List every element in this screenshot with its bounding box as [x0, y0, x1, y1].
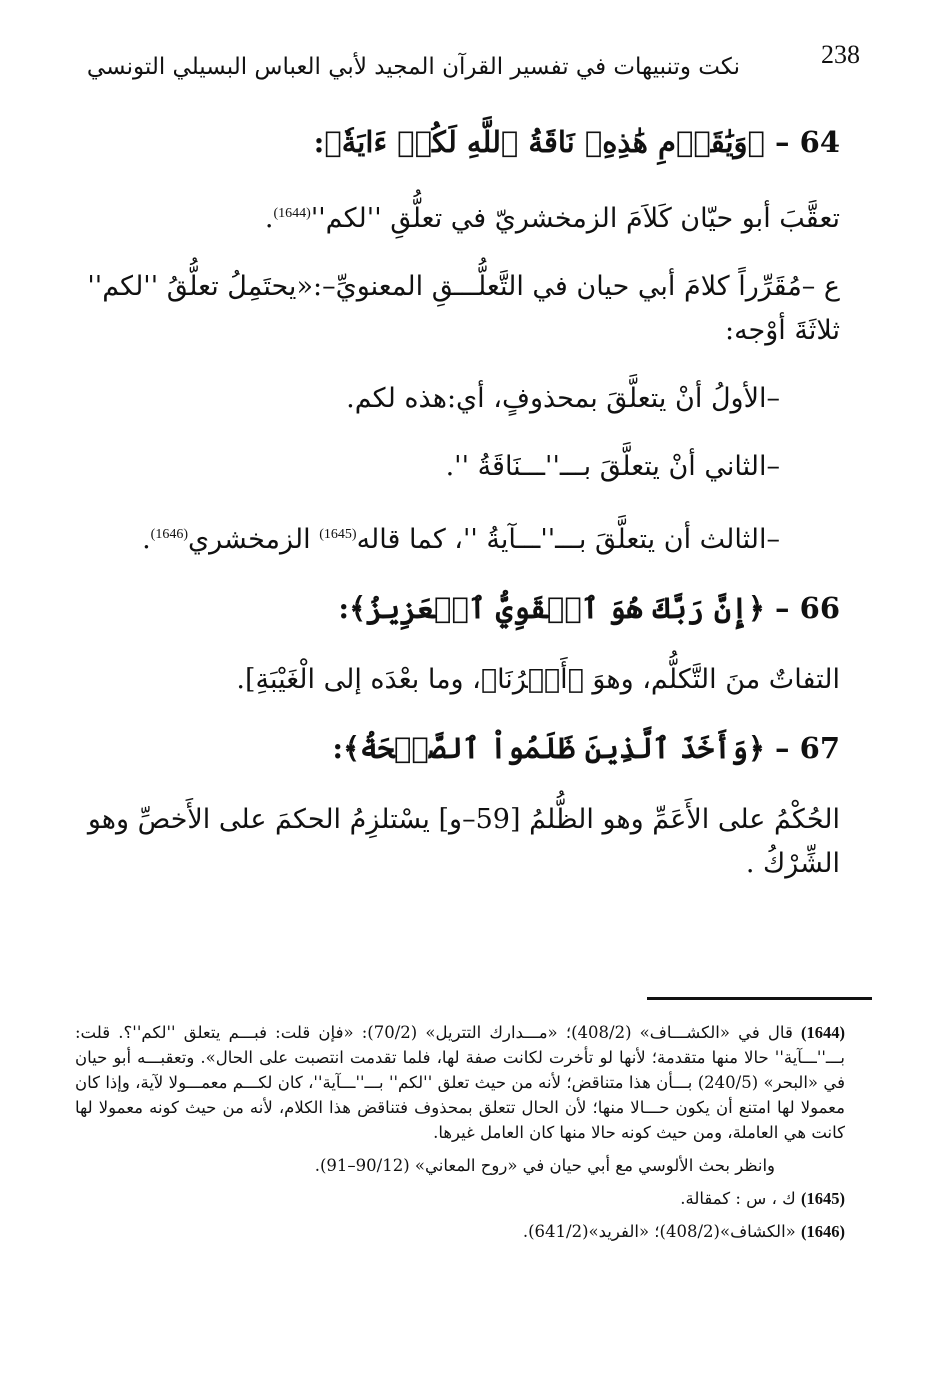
- page-number: 238: [821, 40, 860, 69]
- list-item-first: –الأولُ أنْ يتعلَّقَ بمحذوفٍ، أي:هذه لكم.: [346, 383, 780, 414]
- paragraph-text: تعقَّبَ أبو حيّان كَلاَمَ الزمخشريّ في تعلُّقِ ''لكم'': [310, 203, 840, 234]
- verse-66: 66 – ﴿إِنَّ رَبَّكَ هُوَ ٱلۡقَوِيُّ ٱلۡعَزِيزُ﴾:: [338, 591, 840, 625]
- paragraph-iltifat: التفاتٌ منَ التَّكلُّم، وهوَ ﴿أَمۡرُنَا﴾، وما بعْدَه إلى الْغَيْبَةِ].: [236, 664, 840, 695]
- footnote-ref-1646: (1646): [150, 527, 188, 542]
- footnote-text: ك ، س : كمقالة.: [680, 1189, 796, 1208]
- running-title: نكت وتنبيهات في تفسير القرآن المجيد لأبي العباس البسيلي التونسي: [86, 54, 740, 80]
- footnote-1645: [75, 1186, 845, 1211]
- footnote-1646: [75, 1219, 845, 1244]
- footnote-ref-1644: (1644): [273, 206, 311, 221]
- main-text: [75, 120, 840, 910]
- list-item-second: –الثاني أنْ يتعلَّقَ بـــ''ـــنَاقَةُ ''.: [445, 451, 780, 482]
- footnotes: [75, 1020, 845, 1252]
- footnote-1644-extra: وانظر بحث الألوسي مع أبي حيان في «روح المعاني» (90/12–91).: [314, 1156, 775, 1175]
- list-item-text: الزمخشري: [188, 524, 320, 555]
- footnote-text: قال في «الكشـــاف» (408/2)؛ «مـــدارك التتريل» (70/2): «فإن قلت: فبـــم يتعلق ''لكم''؟. قلت: بـــ''ـــآية'' حالا منها متقدمة؛ لأنها لو تأخرت لكانت صفة لها، فلما تقدمت انتصبت على الحال». وتعقبـــه أبو حيان في «البحر» (240/5) بـــأن هذا متناقض؛ لأنه من حيث تعلق ''لكم'' بـــ''ـــآية''، كان لكـــم معمـــولا لآية، وإذا كان معمولا لها امتنع أن يكون حـــالا منها؛ لأن الحال تتعلق بمحذوف فتناقض هذا الكلام، لأنه من حيث كونه معمولا لها كانت هي العاملة، ومن حيث كونه حالا منها كان العامل غيرها.: [75, 1023, 845, 1142]
- paragraph-abu-hayyan: تعقَّبَ أبو حيّان كَلاَمَ الزمخشريّ في تعلُّقِ ''$لكم''^{(1644)}$.: [264, 203, 840, 234]
- running-header: [86, 40, 860, 90]
- paragraph-ruling: الحُكْمُ على الأَعَمِّ وهو الظُّلمُ [59–و] يسْتلزِمُ الحكمَ على الأَخصِّ وهو الشِّرْكُ .: [87, 804, 840, 879]
- footnote-1644: [75, 1020, 845, 1145]
- footnote-number: (1644): [801, 1023, 845, 1042]
- verse-67: 67 – ﴿وَأَخَذَ ٱلَّذِينَ ظَلَمُواْ ٱلصَّيۡحَةُ﴾:: [332, 731, 840, 765]
- footnote-separator: [647, 997, 872, 1000]
- list-item-third: –الثالث أن يتعلَّقَ بـــ''ـــآيةُ ''، كما قاله$^{(1645)}$ الزمخشري$^{(1646)}$.: [142, 524, 780, 555]
- list-item-text: –الثالث أن يتعلَّقَ بـــ''ـــآيةُ ''، كما قاله: [356, 524, 780, 555]
- paragraph-three-aspects: ع –مُقَرِّراً كلامَ أبي حيان في التَّعلُّـــقِ المعنويِّ–:«يحتَمِلُ تعلُّقُ ''لكم'' ثلاثَةَ أوْجه:: [87, 271, 840, 346]
- footnote-number: (1646): [801, 1222, 845, 1241]
- footnote-number: (1645): [801, 1189, 845, 1208]
- footnote-text: «الكشاف»(408/2)؛ «الفريد»(641/2).: [522, 1222, 796, 1241]
- footnote-ref-1645: (1645): [319, 527, 357, 542]
- verse-64: 64 – ﴿وَيَٰقَوۡمِ هَٰذِهِۦ نَاقَةُ ٱللَّهِ لَكُمۡ ءَايَةٗ﴾:: [313, 125, 840, 159]
